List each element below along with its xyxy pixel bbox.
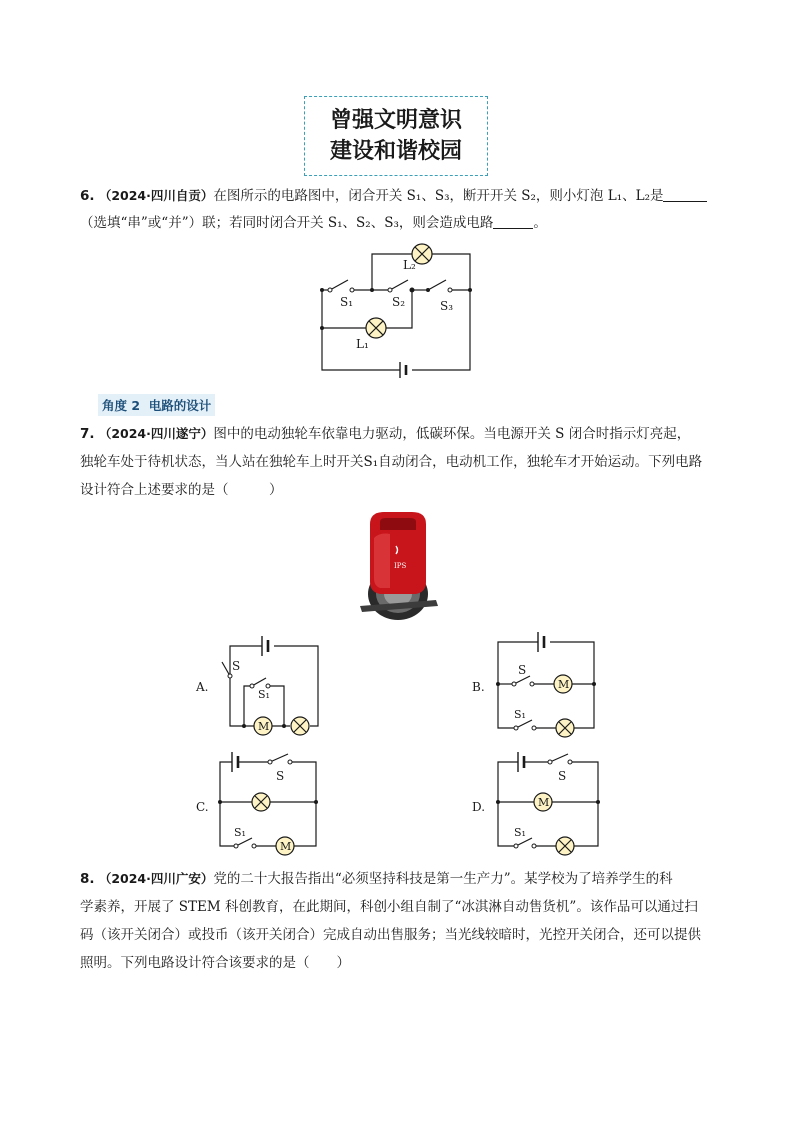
label-l1: L₁	[356, 337, 369, 351]
lamp-icon	[252, 793, 270, 811]
label-s1: S₁	[258, 688, 270, 701]
q8-line-1	[80, 869, 673, 889]
q6-number: 6.	[80, 188, 95, 204]
motto-box	[304, 96, 488, 176]
q6-line-1	[80, 186, 707, 206]
q6-circuit-diagram	[300, 238, 500, 378]
motor-label: M	[538, 796, 550, 809]
lamp-icon	[556, 837, 574, 855]
motto-line-2: 建设和谐校园	[329, 139, 462, 164]
q6-text-1: 在图所示的电路图中，闭合开关 S₁、S₃，断开开关 S₂，则小灯泡 L₁、L₂是	[213, 188, 664, 204]
q8-line-2: 学素养，开展了 STEM 科创教育，在此期间，科创小组自制了“冰淇淋自动售货机”。该作品可以通过扫	[80, 899, 698, 915]
option-b-label[interactable]: B.	[472, 680, 485, 694]
q8-line-4: 照明。下列电路设计符合该要求的是（ ）	[80, 955, 350, 971]
lamp-icon	[556, 719, 574, 737]
angle-label: 角度 2	[102, 398, 141, 413]
lamp-icon	[291, 717, 309, 735]
option-b-circuit[interactable]	[490, 630, 602, 742]
label-s: S	[558, 769, 567, 783]
motor-label: M	[280, 840, 292, 853]
label-s: S	[232, 659, 241, 673]
motor-icon	[254, 717, 272, 735]
lamp-l1-icon	[366, 318, 386, 338]
q7-line-3: 设计符合上述要求的是（ ）	[80, 482, 283, 498]
option-c-label[interactable]: C.	[196, 800, 209, 814]
electric-unicycle-image	[350, 508, 446, 622]
label-s1: S₁	[234, 826, 246, 839]
q6-blank-1	[663, 187, 707, 202]
option-a-circuit[interactable]	[212, 632, 324, 742]
q8-line-3: 码（该开关闭合）或投币（该开关闭合）完成自动出售服务；当光线较暗时，光控开关闭合，还可以提供	[80, 927, 701, 943]
label-s1: S₁	[340, 295, 354, 309]
q7-text-1: 图中的电动独轮车依靠电力驱动，低碳环保。当电源开关 S 闭合时指示灯亮起，	[213, 426, 691, 442]
q6-text-2: （选填“串”或“并”）联；若同时闭合开关 S₁、S₂、S₃，则会造成电路	[80, 215, 494, 231]
option-d-circuit[interactable]	[494, 750, 606, 862]
motto-line-1: 曾强文明意识	[329, 108, 462, 133]
label-s1: S₁	[514, 826, 526, 839]
motor-label: M	[258, 720, 270, 733]
angle-title: 电路的设计	[148, 398, 212, 413]
section-heading-angle-2	[98, 394, 215, 416]
unicycle-logo: IPS	[394, 562, 407, 570]
q8-text-1: 党的二十大报告指出“必须坚持科技是第一生产力”。某学校为了培养学生的科	[213, 871, 673, 887]
q6-line-2	[80, 213, 547, 233]
motor-icon	[534, 793, 552, 811]
label-s: S	[518, 663, 527, 677]
q7-line-2: 独轮车处于待机状态，当人站在独轮车上时开关S₁自动闭合，电动机工作，独轮车才开始运动。下列电路	[80, 454, 703, 470]
option-d-label[interactable]: D.	[472, 800, 486, 814]
q7-number: 7.	[80, 426, 95, 442]
q7-source: （2024·四川遂宁）	[98, 426, 214, 441]
label-s3: S₃	[440, 299, 454, 313]
label-s: S	[276, 769, 285, 783]
motor-icon	[276, 837, 294, 855]
q6-blank-2	[493, 214, 533, 229]
motor-label: M	[558, 678, 570, 691]
label-s1: S₁	[514, 708, 526, 721]
q6-source: （2024·四川自贡）	[98, 188, 214, 203]
q8-source: （2024·四川广安）	[98, 871, 214, 886]
option-a-label[interactable]: A.	[196, 680, 209, 694]
q7-line-1	[80, 424, 690, 444]
q6-text-end: 。	[533, 215, 547, 231]
label-s2: S₂	[392, 295, 406, 309]
motor-icon	[554, 675, 572, 693]
option-c-circuit[interactable]	[214, 750, 326, 862]
q8-number: 8.	[80, 871, 95, 887]
label-l2: L₂	[403, 258, 416, 272]
